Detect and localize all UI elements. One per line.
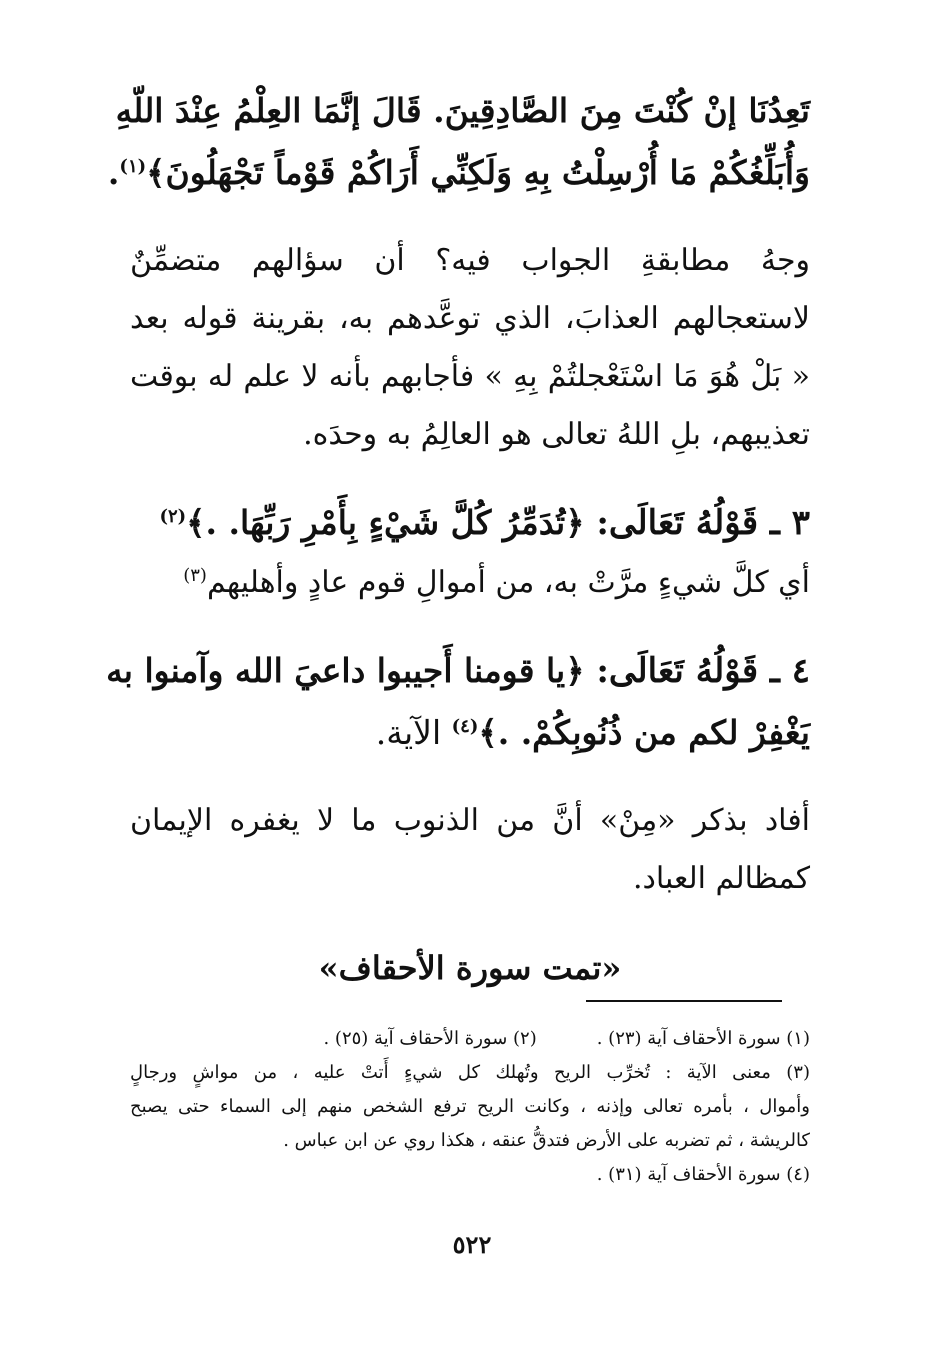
paragraph-line: تعذيبهم، بلِ اللهُ تعالى هو العالِمُ به وحدَه. <box>303 417 810 452</box>
explanation-paragraph <box>130 232 810 464</box>
verse-line <box>107 142 810 204</box>
footnote-ref: (٢) <box>159 506 187 527</box>
item-3-heading: ٣ ـ قَوْلُهُ تَعَالَى: <box>584 503 810 543</box>
verse-text: وَأُبَلِّغُكُمْ مَا أُرْسِلْتُ بِهِ وَلَكِنِّي أَرَاكُمْ قَوْماً تَجْهَلُونَ﴾ <box>146 153 810 192</box>
page-body <box>106 80 810 998</box>
footnote-divider <box>586 1000 782 1002</box>
item-4-verse-line <box>106 640 810 702</box>
item-4-heading: ٤ ـ قَوْلُهُ تَعَالَى: <box>584 651 810 691</box>
item-4 <box>106 640 810 764</box>
footnote-2: (٢) سورة الأحقاف آية (٢٥) . <box>323 1028 537 1049</box>
footnote-3-line: (٣) معنى الآية : تُخرِّب الريح وتُهلك كل شيءٍ أَتتْ عليه ، من مواشٍ ورجالٍ <box>130 1062 810 1083</box>
verse-intro <box>107 80 810 204</box>
item-3-note <box>130 554 810 612</box>
conclusion-paragraph <box>130 792 810 908</box>
paragraph-line: وجهُ مطابقةِ الجواب فيه؟ أن سؤالهم متضمِّنٌ <box>130 243 810 278</box>
item-4-verse-line <box>130 702 810 764</box>
verse-line: تَعِدُنَا إنْ كُنْتَ مِنَ الصَّادِقِينَ. قَالَ إنَّمَا العِلْمُ عِنْدَ اللّهِ <box>115 91 810 130</box>
item-4-tail: الآية. <box>375 713 452 752</box>
page-number: ٥٢٢ <box>452 1230 492 1259</box>
footnote-ref: (٣) <box>183 565 207 586</box>
footnote-row <box>130 1022 810 1056</box>
verse-end: . <box>107 153 120 192</box>
paragraph-line: كمظالم العباد. <box>632 861 810 896</box>
item-3-note-text: أي كلَّ شيءٍ مرَّتْ به، من أموالِ قوم عادٍ وأهليهم <box>206 565 810 600</box>
footnote-3-line: وأموال ، بأمره تعالى وإذنه ، وكانت الريح ترفع الشخص منهم إلى السماء حتى يصبح <box>130 1096 810 1117</box>
footnotes <box>130 1022 810 1192</box>
footnote-ref: (١) <box>119 156 147 177</box>
footnote-4: (٤) سورة الأحقاف آية (٣١) . <box>596 1164 810 1185</box>
item-4-verse-text: ﴿يا قومنا أَجيبوا داعيَ الله وآمنوا به <box>106 651 585 690</box>
item-3-verse <box>130 492 810 554</box>
item-3 <box>130 492 810 612</box>
paragraph-line: لاستعجالهم العذابَ، الذي توعَّدهم به، بقرينة قوله بعد <box>130 301 810 336</box>
item-3-verse-text: ﴿تُدَمِّرُ كُلَّ شَيْءٍ بِأَمْرِ رَبِّهَا. .﴾ <box>186 503 585 542</box>
footnote-3-line: كالريشة ، ثم تضربه على الأرض فتدقُّ عنقه ، هكذا روي عن ابن عباس . <box>283 1130 810 1151</box>
paragraph-line: « بَلْ هُوَ مَا اسْتَعْجلتُمْ بِهِ » فأجابهم بأنه لا علم له بوقت <box>130 359 810 394</box>
paragraph-line: أفاد بذكر «مِنْ» أنَّ من الذنوب ما لا يغفره الإيمان <box>130 803 810 838</box>
item-4-verse-text: يَغْفِرْ لكم من ذُنُوبِكُمْ. .﴾ <box>478 713 810 752</box>
surah-closing-title: «تمت سورة الأحقاف» <box>318 949 622 987</box>
footnote-ref: (٤) <box>451 716 479 737</box>
footnote-1: (١) سورة الأحقاف آية (٢٣) . <box>596 1028 810 1049</box>
